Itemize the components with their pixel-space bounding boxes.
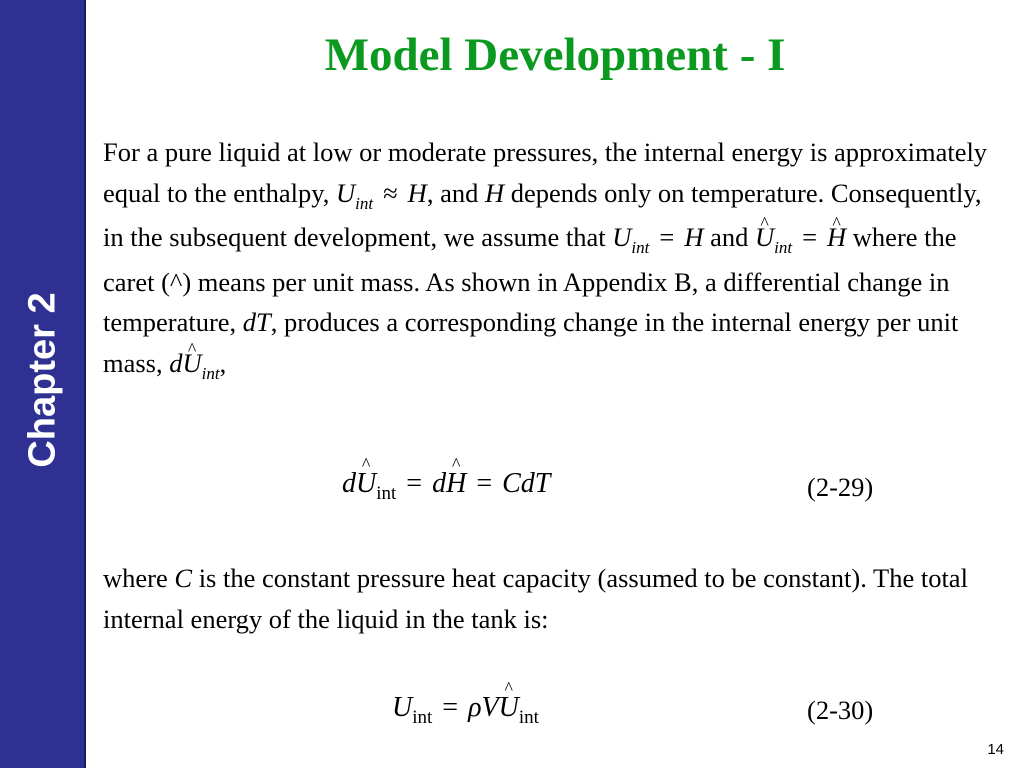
chapter-label: Chapter 2: [21, 292, 64, 468]
paragraph-intro: For a pure liquid at low or moderate pressures, the internal energy is approximately equal to the enthalpy, $U_{int} \approx H$, and H depends only on temperature. Consequently, in the subsequent development, we assume that $U_{int} = H$ and ^ $U_{int}$ =^ H where the caret (^) means per unit mass. As shown in Appendix B, a differential change in temperature, dT, produces a corresponding change in the internal energy per unit mass, d^ $U_{int}$,: [103, 132, 1008, 387]
equation-2-30: $U_{int}$ = ρV^ $U_{int}$: [392, 692, 539, 724]
equation-number-2-29: (2-29): [807, 472, 874, 502]
equation-2-29: d^ $U_{int}$ = d^ H = CdT: [342, 468, 550, 500]
equation-number-2-30: (2-30): [807, 695, 874, 725]
chapter-sidebar: [0, 0, 86, 768]
slide-title: Model Development - I: [324, 29, 786, 81]
paragraph-heat-capacity: where C is the constant pressure heat capacity (assumed to be constant). The total internal energy of the liquid in the tank is:: [103, 563, 968, 634]
page-number: 14: [987, 741, 1004, 758]
